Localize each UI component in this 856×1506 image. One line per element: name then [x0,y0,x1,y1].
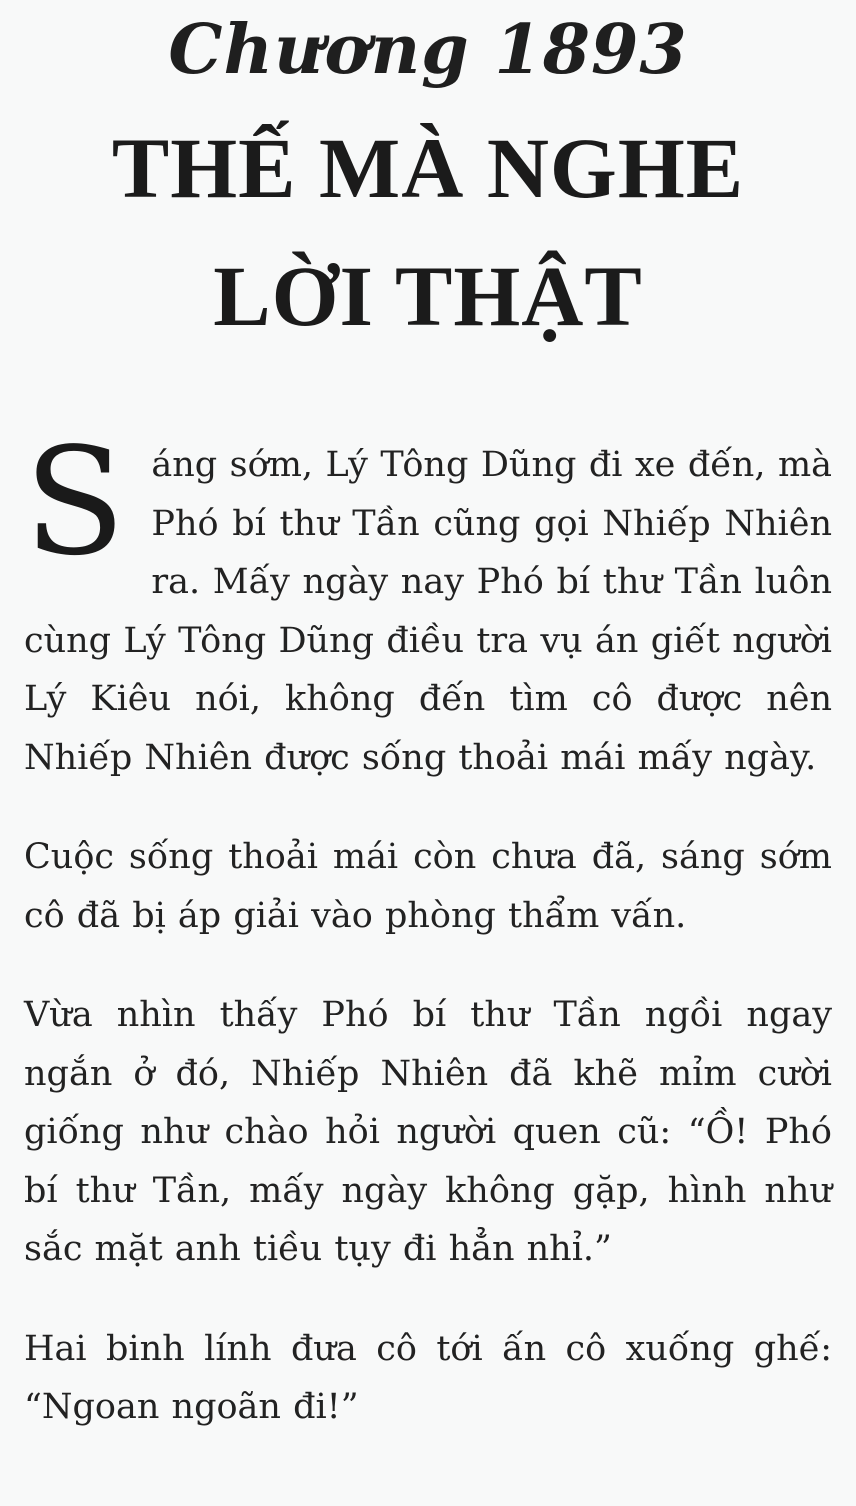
chapter-title-line-2: LỜI THẬT [213,248,643,344]
drop-cap: S [24,416,126,588]
paragraph-3: Vừa nhìn thấy Phó bí thư Tần ngồi ngay ngắn ở đó, Nhiếp Nhiên đã khẽ mỉm cười giống như chào hỏi người quen cũ: “Ồ! Phó bí thư Tần, mấy ngày không gặp, hình như sắc mặt anh tiều tụy đi hẳn nhỉ.” [24,995,832,1269]
chapter-title-line-1: THẾ MÀ NGHE [111,120,745,216]
chapter-content [24,416,832,1437]
chapter-title [24,104,832,360]
paragraph-1 [24,416,832,787]
paragraph-2: Cuộc sống thoải mái còn chưa đã, sáng sớm cô đã bị áp giải vào phòng thẩm vấn. [24,837,832,936]
chapter-number: Chương 1893 [168,10,688,90]
paragraph-4: Hai binh lính đưa cô tới ấn cô xuống ghế: “Ngoan ngoãn đi!” [24,1328,832,1427]
paragraph-1-text: áng sớm, Lý Tông Dũng đi xe đến, mà Phó bí thư Tần cũng gọi Nhiếp Nhiên ra. Mấy ngày nay Phó bí thư Tần luôn cùng Lý Tông Dũng điều tra vụ án giết người Lý Kiêu nói, không đến tìm cô được nên Nhiếp Nhiên được sống thoải mái mấy ngày. [24,445,832,778]
